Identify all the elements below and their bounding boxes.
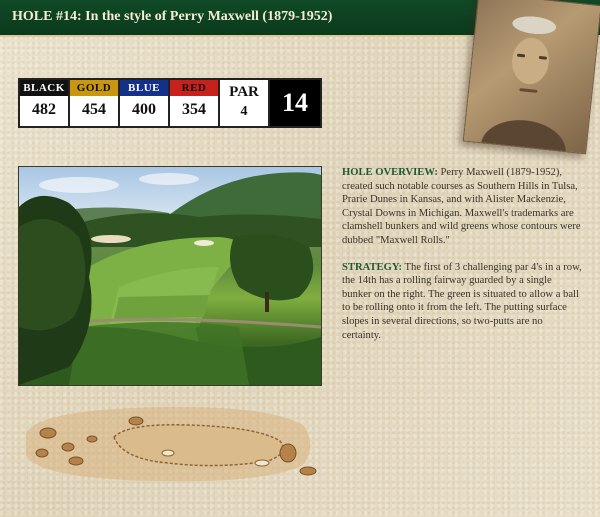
tee-black	[20, 80, 70, 126]
tee-yardage: 482	[20, 96, 68, 126]
tee-yardage: 400	[120, 96, 168, 126]
strategy-text: The first of 3 challenging par 4's in a row, the 14th has a rolling fairway guarded by a single bunker on the right. The green is situated to allow a ball to be rolling onto it from the left. The putting surface slopes in several directions, so two-putts are no certainty.	[342, 261, 582, 341]
page-title: HOLE #14: In the style of Perry Maxwell (1879-1952)	[12, 9, 333, 24]
overview-paragraph	[342, 166, 582, 248]
scorecard	[18, 78, 322, 128]
strategy-heading: STRATEGY:	[342, 261, 403, 273]
par-value: 4	[240, 104, 248, 119]
tee-red	[170, 80, 220, 126]
overview-text: Perry Maxwell (1879-1952), created such notable courses as Southern Hills in Tulsa, Prarie Dunes in Kansas, and with Alister Mackenzie, Crystal Downs in Michigan. Maxwell's trademarks are clamshell bunkers and wild greens whose contours were dubbed "Maxwell Rolls."	[342, 167, 581, 246]
tee-label: RED	[170, 80, 218, 96]
strategy-paragraph	[342, 261, 582, 343]
architect-portrait	[463, 0, 600, 154]
hole-description	[342, 166, 582, 355]
par-label: PAR	[229, 84, 259, 100]
tee-gold	[70, 80, 120, 126]
tee-blue	[120, 80, 170, 126]
overview-heading: HOLE OVERVIEW:	[342, 167, 438, 178]
tee-label: BLUE	[120, 80, 168, 96]
hole-number: 14	[270, 80, 320, 126]
hole-photo	[18, 166, 322, 386]
tee-yardage: 454	[70, 96, 118, 126]
tee-yardage: 354	[170, 96, 218, 126]
tee-label: BLACK	[20, 80, 68, 96]
hole-diagram	[18, 405, 320, 485]
par-box	[220, 80, 270, 126]
tee-label: GOLD	[70, 80, 118, 96]
